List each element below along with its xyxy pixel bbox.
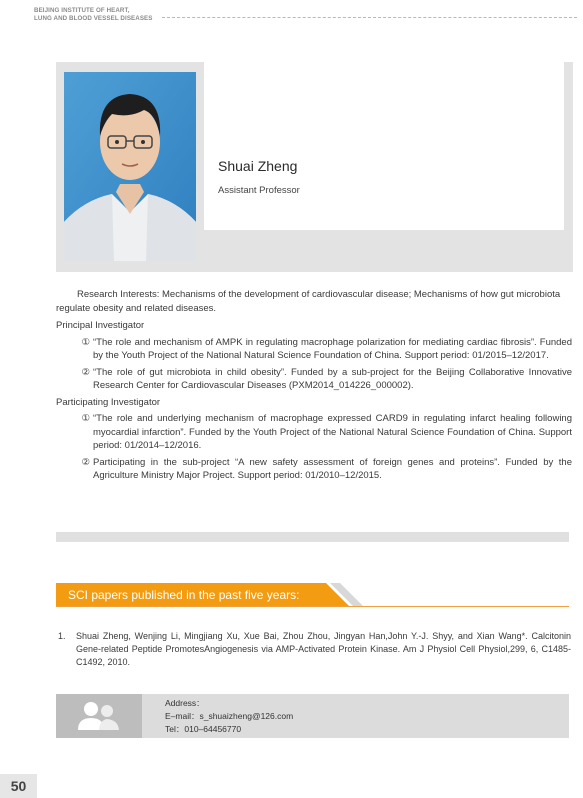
item-text: Participating in the sub-project “A new safety assessment of foreign genes and proteins”. Funded by the Agriculture Ministry Major Project. Support period: 01/2010–12/2015. bbox=[93, 456, 572, 481]
item-number: ① bbox=[81, 413, 90, 424]
item-text: “The role and mechanism of AMPK in regulating macrophage polarization for mediating cardiac fibrosis”. Funded by the Youth Project of the National Natural Science Foundation of China. Support period: 01/2015–12/2017. bbox=[93, 336, 572, 361]
section-divider-bar bbox=[56, 532, 569, 542]
contact-phone: Tel：010–64456770 bbox=[165, 724, 242, 734]
sci-heading-rule bbox=[56, 606, 569, 607]
participating-investigator-label: Participating Investigator bbox=[56, 396, 161, 408]
contact-icon-panel bbox=[56, 694, 142, 738]
list-item bbox=[56, 336, 572, 363]
paper-citation: Shuai Zheng, Wenjing Li, Mingjiang Xu, Xue Bai, Zhou Zhou, Jingyan Han,John Y.-J. Shyy, and Xian Wang*. Calcitonin Gene-related Peptide PromotesAngiogenesis via AMP-Activated Protein Kinase. Am J Physiol Cell Physiol,299, 6, C1485-C1492, 2010. bbox=[76, 631, 571, 667]
running-header bbox=[34, 7, 153, 23]
people-icon bbox=[56, 694, 142, 738]
profile-card bbox=[204, 62, 564, 230]
research-interests: Research Interests: Mechanisms of the development of cardiovascular disease; Mechanisms of how gut microbiota regulate obesity and related diseases. bbox=[56, 289, 561, 314]
portrait-photo bbox=[64, 72, 196, 261]
list-item bbox=[56, 456, 572, 483]
contact-details bbox=[165, 697, 293, 736]
list-item bbox=[56, 366, 572, 393]
person-title: Assistant Professor bbox=[218, 185, 300, 196]
item-number: ② bbox=[81, 456, 90, 468]
sci-heading: SCI papers published in the past five years: bbox=[68, 588, 300, 602]
item-text: “The role and underlying mechanism of macrophage expressed CARD9 in regulating infarct healing following myocardial infarction”. Funded by the Youth Project of the National Natural Science Foundation of China. Support period: 01/2014–12/2016. bbox=[93, 413, 572, 451]
paper-item bbox=[58, 630, 571, 669]
item-number: ② bbox=[81, 366, 90, 378]
principal-investigator-label: Principal Investigator bbox=[56, 320, 145, 331]
item-number: ① bbox=[81, 336, 90, 348]
paper-number: 1. bbox=[58, 631, 66, 641]
header-line-2: LUNG AND BLOOD VESSEL DISEASES bbox=[34, 15, 153, 22]
header-divider bbox=[162, 17, 577, 18]
item-text: “The role of gut microbiota in child obesity”. Funded by a sub-project for the Beijing Collaborative Innovative Research Center for Cardiovascular Diseases (PXM2014_014226_000002). bbox=[93, 366, 572, 391]
biography-section bbox=[56, 288, 572, 486]
contact-address: Address： bbox=[165, 698, 205, 708]
contact-email: E–mail：s_shuaizheng@126.com bbox=[165, 711, 294, 721]
person-name: Shuai Zheng bbox=[218, 158, 298, 174]
header-line-1: BEIJING INSTITUTE OF HEART, bbox=[34, 7, 130, 14]
list-item bbox=[56, 412, 572, 453]
page-number: 50 bbox=[0, 774, 37, 798]
